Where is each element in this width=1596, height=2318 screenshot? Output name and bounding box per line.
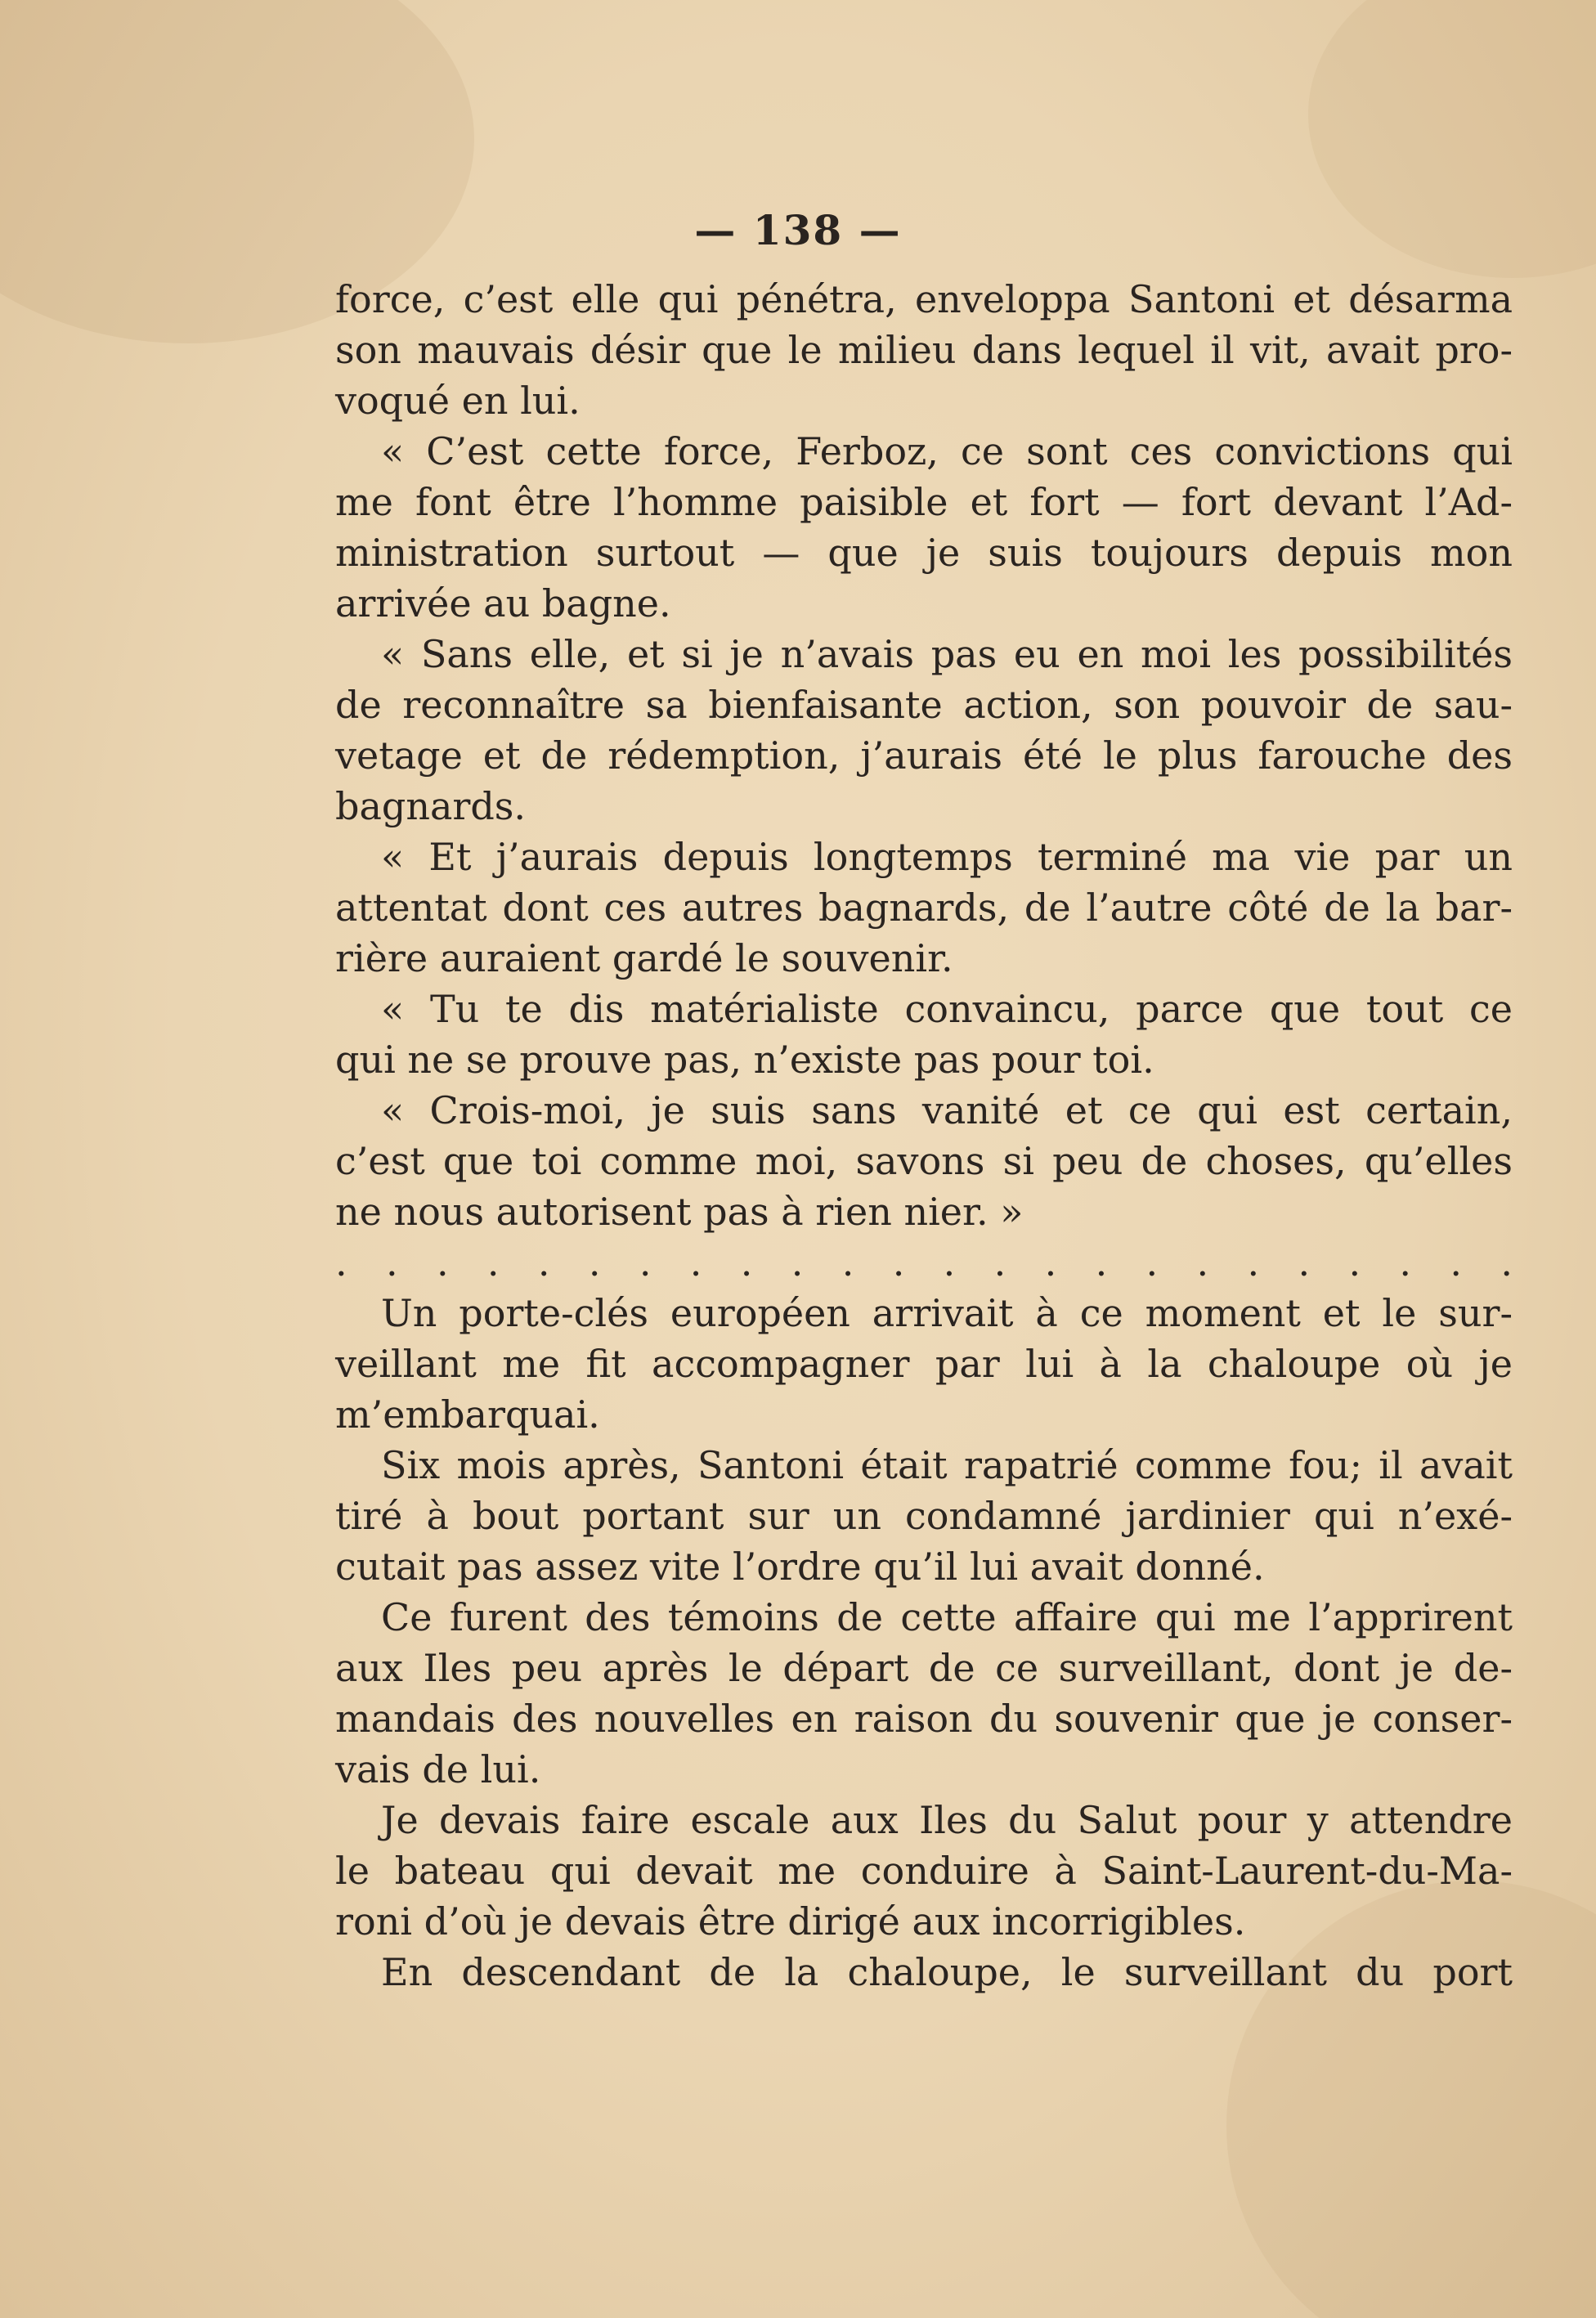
text-line: vetage et de rédemption, j’aurais été le plus farouche des bbox=[335, 733, 1513, 778]
text-line: Un porte-clés européen arrivait à ce moment et le sur- bbox=[381, 1291, 1513, 1335]
text-line: Je devais faire escale aux Iles du Salut pour y attendre bbox=[381, 1798, 1513, 1842]
text-line: « Crois-moi, je suis sans vanité et ce qui est certain, bbox=[381, 1088, 1513, 1132]
text-line: bagnards. bbox=[335, 784, 527, 828]
text-line: qui ne se prouve pas, n’existe pas pour toi. bbox=[335, 1038, 1154, 1082]
text-line: le bateau qui devait me conduire à Saint-Laurent-du-Ma- bbox=[335, 1849, 1513, 1893]
page-number: — 138 — bbox=[694, 206, 902, 254]
text-line: roni d’où je devais être dirigé aux incorrigibles. bbox=[335, 1899, 1246, 1944]
text-line: tiré à bout portant sur un condamné jardinier qui n’exé- bbox=[335, 1494, 1513, 1538]
text-line: ministration surtout — que je suis toujours depuis mon bbox=[335, 531, 1513, 575]
text-line: « C’est cette force, Ferboz, ce sont ces convictions qui bbox=[381, 429, 1513, 473]
text-line: m’embarquai. bbox=[335, 1392, 600, 1437]
text-line: c’est que toi comme moi, savons si peu de choses, qu’elles bbox=[335, 1139, 1513, 1183]
text-line: « Sans elle, et si je n’avais pas eu en moi les possibilités bbox=[381, 632, 1513, 676]
text-line: En descendant de la chaloupe, le surveillant du port bbox=[381, 1950, 1513, 1994]
text-line: Six mois après, Santoni était rapatrié comme fou; il avait bbox=[381, 1443, 1513, 1487]
text-line: Ce furent des témoins de cette affaire qui me l’apprirent bbox=[381, 1595, 1513, 1639]
text-line: voqué en lui. bbox=[335, 379, 581, 423]
text-line: me font être l’homme paisible et fort — fort devant l’Ad- bbox=[335, 480, 1513, 524]
text-line: arrivée au bagne. bbox=[335, 581, 671, 625]
body-text bbox=[335, 274, 1513, 1997]
text-line: ne nous autorisent pas à rien nier. » bbox=[335, 1190, 1024, 1234]
separator-dots: . . . . . . . . . . . . . . . . . . . . . . . . bbox=[335, 1240, 1513, 1285]
text-line: attentat dont ces autres bagnards, de l’autre côté de la bar- bbox=[335, 886, 1513, 930]
text-line: « Et j’aurais depuis longtemps terminé ma vie par un bbox=[381, 835, 1513, 879]
text-line: cutait pas assez vite l’ordre qu’il lui avait donné. bbox=[335, 1545, 1265, 1589]
text-line: veillant me fit accompagner par lui à la chaloupe où je bbox=[335, 1342, 1513, 1386]
text-line: force, c’est elle qui pénétra, enveloppa Santoni et désarma bbox=[335, 277, 1513, 321]
text-line: mandais des nouvelles en raison du souvenir que je conser- bbox=[335, 1697, 1513, 1741]
text-line: aux Iles peu après le départ de ce surveillant, dont je de- bbox=[335, 1646, 1513, 1690]
text-line: rière auraient gardé le souvenir. bbox=[335, 936, 953, 980]
text-line: son mauvais désir que le milieu dans lequel il vit, avait pro- bbox=[335, 328, 1513, 372]
text-line: de reconnaître sa bienfaisante action, son pouvoir de sau- bbox=[335, 683, 1513, 727]
text-line: « Tu te dis matérialiste convaincu, parce que tout ce bbox=[381, 987, 1513, 1031]
text-line: vais de lui. bbox=[335, 1747, 541, 1791]
